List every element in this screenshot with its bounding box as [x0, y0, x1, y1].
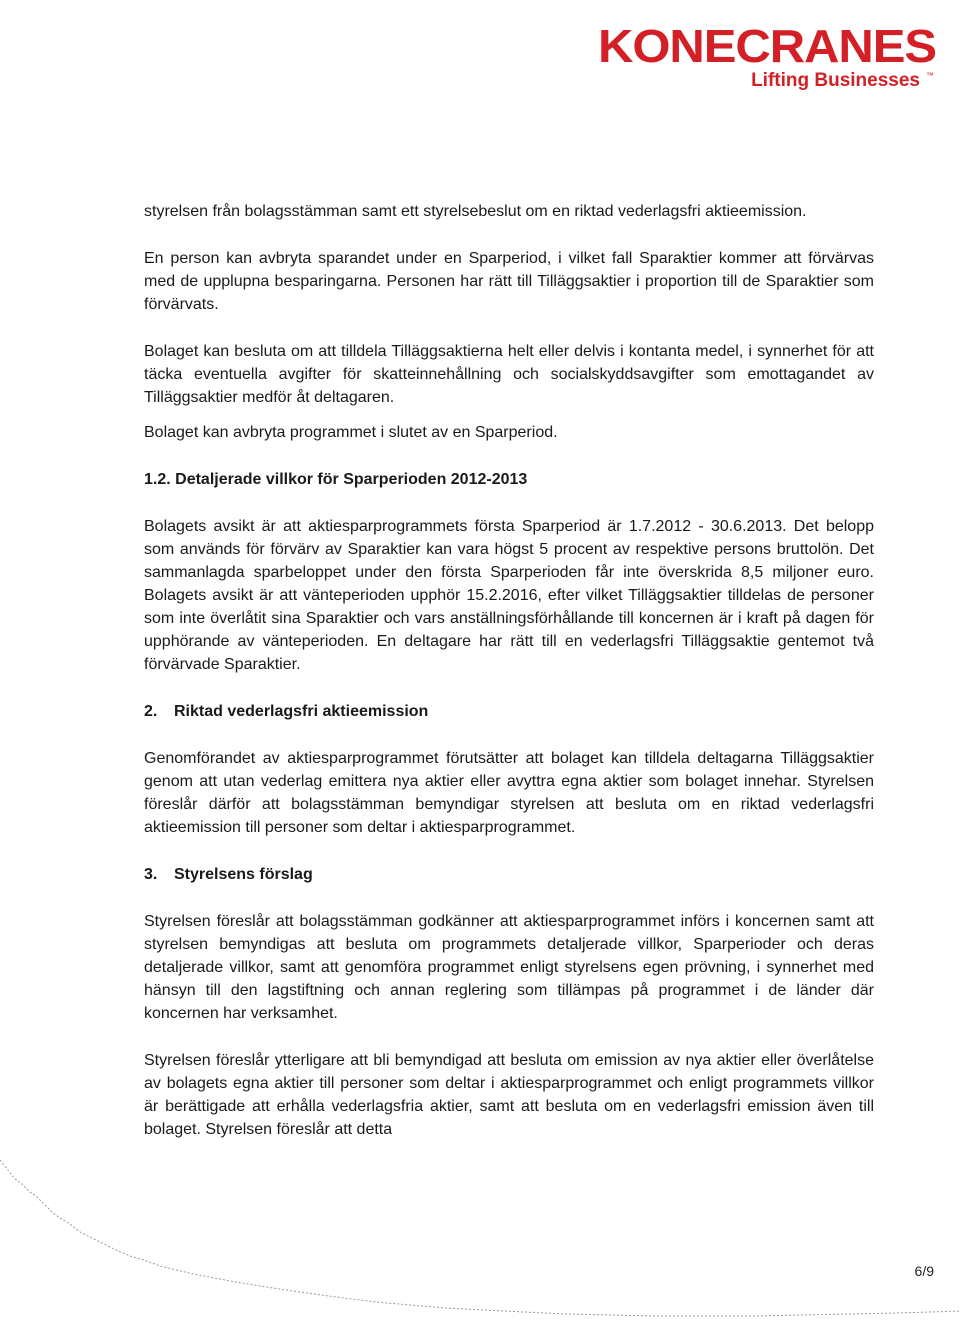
- paragraph: Bolaget kan besluta om att tilldela Tilläggsaktierna helt eller delvis i kontanta medel, i synnerhet för att täcka eventuella avgifter för skatteinnehållning och socialskyddsavgifter som emottagandet av Tilläggsaktier medför åt deltagaren.: [144, 343, 874, 406]
- section-title: Riktad vederlagsfri aktieemission: [174, 703, 429, 720]
- paragraph: En person kan avbryta sparandet under en Sparperiod, i vilket fall Sparaktier kommer att förvärvas med de upplupna besparingarna. Personen har rätt till Tilläggsaktier i proportion till de Sparaktier som förvärvats.: [144, 250, 874, 313]
- paragraph: Genomförandet av aktiesparprogrammet förutsätter att bolaget kan tilldela deltagarna Tilläggsaktier genom att utan vederlag emittera nya aktier eller avyttra egna aktier som bolaget innehar. Styrelsen föreslår därför att bolagsstämman bemyndigar styrelsen att besluta om en riktad vederlagsfri aktieemission till personer som deltar i aktiesparprogrammet.: [144, 750, 874, 836]
- section-heading-1-2: [144, 468, 874, 491]
- section-number: 3.: [144, 866, 158, 883]
- section-title: Detaljerade villkor för Sparperioden 2012-2013: [175, 471, 528, 488]
- paragraph: Bolagets avsikt är att aktiesparprogrammets första Sparperiod är 1.7.2012 - 30.6.2013. Det belopp som används för förvärv av Sparaktier kan vara högst 5 procent av respektive persons bruttolön. Det sammanlagda sparbeloppet under den första Sparperioden får inte överskrida 8,5 miljoner euro. Bolagets avsikt är att vänteperioden upphör 15.2.2016, efter vilket Tilläggsaktier tilldelas de personer som inte överlåtit sina Sparaktier och vars anställningsförhållande till koncernen är i kraft på dagen för upphörande av vänteperioden. En deltagare har rätt till en vederlagsfri Tilläggsaktie gentemot två förvärvade Sparaktier.: [144, 518, 874, 673]
- torn-page-edge: [0, 1140, 960, 1340]
- paragraph: styrelsen från bolagsstämman samt ett styrelsebeslut om en riktad vederlagsfri aktieemission.: [144, 203, 807, 220]
- paragraph: Styrelsen föreslår att bolagsstämman godkänner att aktiesparprogrammet införs i koncernen samt att styrelsen bemyndigas att besluta om programmets detaljerade villkor, Sparperioder och deras detaljerade villkor, samt att genomföra programmet enligt styrelsens egen prövning, i synnerhet med hänsyn till den lagstiftning och annan reglering som tillämpas på programmet i de länder där koncernen har verksamhet.: [144, 913, 874, 1022]
- paragraph: Styrelsen föreslår ytterligare att bli bemyndigad att besluta om emission av nya aktier eller överlåtelse av bolagets egna aktier till personer som deltar i aktiesparprogrammet och enligt programmets villkor är berättigade att erhålla vederlagsfria aktier, samt att besluta om en vederlagsfri emission även till bolaget. Styrelsen föreslår att detta: [144, 1052, 874, 1138]
- document-body: [144, 200, 874, 1141]
- logo-wordmark: KONECRANES: [598, 20, 936, 72]
- page-number: 6/9: [914, 1263, 934, 1279]
- paragraph: Bolaget kan avbryta programmet i slutet av en Sparperiod.: [144, 424, 558, 441]
- section-number: 1.2.: [144, 471, 171, 488]
- trademark-mark: ™: [926, 71, 934, 80]
- section-heading-2: [144, 700, 874, 723]
- konecranes-logo: [598, 20, 938, 92]
- logo-tagline: Lifting Businesses: [751, 70, 920, 91]
- section-title: Styrelsens förslag: [174, 866, 313, 883]
- section-heading-3: [144, 863, 874, 886]
- section-number: 2.: [144, 703, 158, 720]
